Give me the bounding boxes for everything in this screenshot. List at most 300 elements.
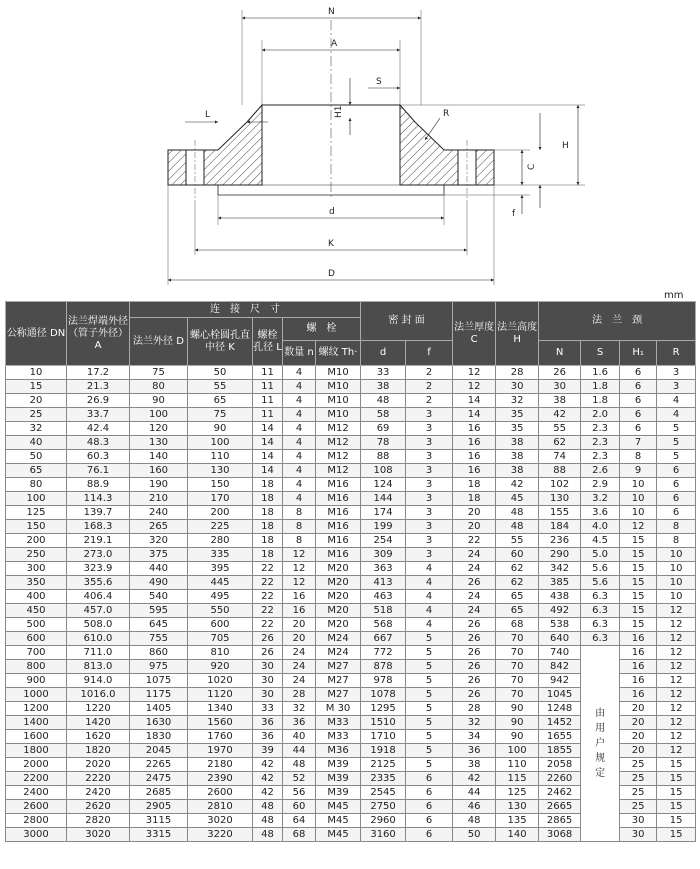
table-cell: 3 xyxy=(406,478,453,492)
table-cell: 8 xyxy=(283,520,316,534)
header-c: 法兰厚度 C xyxy=(453,302,496,366)
header-connection: 连 接 尺 寸 xyxy=(130,302,361,318)
table-cell: 114.3 xyxy=(67,492,130,506)
table-cell: 440 xyxy=(130,562,188,576)
table-cell: 21.3 xyxy=(67,380,130,394)
table-cell: 150 xyxy=(188,478,253,492)
table-cell: 400 xyxy=(6,590,67,604)
table-cell: 300 xyxy=(6,562,67,576)
table-cell: 30 xyxy=(620,814,657,828)
table-cell: 4 xyxy=(657,394,696,408)
table-cell: 65 xyxy=(6,464,67,478)
table-row xyxy=(6,478,696,492)
table-cell: 595 xyxy=(130,604,188,618)
table-cell: 70 xyxy=(496,646,539,660)
table-cell: 64 xyxy=(283,814,316,828)
table-cell: M24 xyxy=(316,646,361,660)
table-cell: 2.3 xyxy=(581,436,620,450)
table-cell: 25 xyxy=(6,408,67,422)
header-k: 螺心栓圆孔直中径 K xyxy=(188,318,253,366)
table-cell: 2 xyxy=(406,380,453,394)
table-cell: 492 xyxy=(539,604,581,618)
table-cell: 10 xyxy=(657,576,696,590)
table-cell: 2420 xyxy=(67,786,130,800)
table-cell: 8 xyxy=(283,534,316,548)
table-cell: 6 xyxy=(620,394,657,408)
table-cell: 16 xyxy=(620,646,657,660)
table-cell: 406.4 xyxy=(67,590,130,604)
table-cell: 90 xyxy=(496,730,539,744)
table-cell: 2200 xyxy=(6,772,67,786)
table-cell: 800 xyxy=(6,660,67,674)
table-cell: 26 xyxy=(453,618,496,632)
table-cell: M33 xyxy=(316,730,361,744)
table-cell: 155 xyxy=(539,506,581,520)
table-cell: 3 xyxy=(657,366,696,380)
table-cell: 12 xyxy=(453,366,496,380)
table-cell: M12 xyxy=(316,436,361,450)
table-cell: 508.0 xyxy=(67,618,130,632)
table-cell: 5 xyxy=(406,702,453,716)
table-cell: 36 xyxy=(253,716,283,730)
table-cell: 755 xyxy=(130,632,188,646)
table-cell: 16 xyxy=(620,660,657,674)
table-cell: 26 xyxy=(253,646,283,660)
table-cell: 5.6 xyxy=(581,562,620,576)
table-cell: 6 xyxy=(657,478,696,492)
table-cell: 1600 xyxy=(6,730,67,744)
table-cell: 2620 xyxy=(67,800,130,814)
table-cell: 2400 xyxy=(6,786,67,800)
table-row xyxy=(6,632,696,646)
table-cell: 33.7 xyxy=(67,408,130,422)
table-cell: 24 xyxy=(453,590,496,604)
table-cell: 130 xyxy=(539,492,581,506)
table-cell: 22 xyxy=(253,562,283,576)
table-cell: 130 xyxy=(188,464,253,478)
table-cell: 24 xyxy=(453,548,496,562)
table-cell: 920 xyxy=(188,660,253,674)
table-cell: 25 xyxy=(620,772,657,786)
header-d-outer: 法兰外径 D xyxy=(130,318,188,366)
table-cell: 70 xyxy=(496,674,539,688)
user-defined-note xyxy=(581,646,620,842)
table-cell: 2000 xyxy=(6,758,67,772)
table-cell: 12 xyxy=(453,380,496,394)
table-cell: 2475 xyxy=(130,772,188,786)
header-neck-n: N xyxy=(539,341,581,366)
table-cell: 3 xyxy=(406,520,453,534)
table-cell: 69 xyxy=(361,422,406,436)
label-N: N xyxy=(328,7,335,17)
table-cell: 1855 xyxy=(539,744,581,758)
table-cell: 6 xyxy=(657,492,696,506)
table-cell: 76.1 xyxy=(67,464,130,478)
table-cell: 290 xyxy=(539,548,581,562)
table-cell: 240 xyxy=(130,506,188,520)
table-cell: 5 xyxy=(657,422,696,436)
table-cell: 3 xyxy=(406,422,453,436)
header-seal-d: d xyxy=(361,341,406,366)
table-cell: 3160 xyxy=(361,828,406,842)
table-cell: 70 xyxy=(496,688,539,702)
table-cell: M10 xyxy=(316,366,361,380)
table-cell: 1248 xyxy=(539,702,581,716)
table-cell: 4 xyxy=(283,394,316,408)
table-cell: 90 xyxy=(496,702,539,716)
table-cell: 15 xyxy=(657,814,696,828)
table-cell: 80 xyxy=(6,478,67,492)
table-cell: 1970 xyxy=(188,744,253,758)
table-cell: 12 xyxy=(657,716,696,730)
table-cell: 2665 xyxy=(539,800,581,814)
table-cell: 538 xyxy=(539,618,581,632)
table-cell: 842 xyxy=(539,660,581,674)
table-cell: 5 xyxy=(657,436,696,450)
table-cell: 600 xyxy=(6,632,67,646)
table-cell: 1630 xyxy=(130,716,188,730)
table-cell: 4.0 xyxy=(581,520,620,534)
table-cell: 26 xyxy=(453,576,496,590)
table-cell: 60 xyxy=(496,548,539,562)
table-cell: 810 xyxy=(188,646,253,660)
table-cell: 15 xyxy=(657,828,696,842)
table-cell: 490 xyxy=(130,576,188,590)
table-cell: 2820 xyxy=(67,814,130,828)
table-cell: 125 xyxy=(6,506,67,520)
table-cell: 1020 xyxy=(188,674,253,688)
table-cell: 210 xyxy=(130,492,188,506)
table-cell: M20 xyxy=(316,576,361,590)
table-cell: 4.5 xyxy=(581,534,620,548)
table-row xyxy=(6,576,696,590)
table-cell: 130 xyxy=(130,436,188,450)
table-cell: M20 xyxy=(316,590,361,604)
table-cell: M20 xyxy=(316,562,361,576)
table-cell: 1420 xyxy=(67,716,130,730)
table-cell: 74 xyxy=(539,450,581,464)
table-cell: 16 xyxy=(283,590,316,604)
table-cell: 65 xyxy=(496,604,539,618)
label-R: R xyxy=(443,109,450,119)
table-cell: 385 xyxy=(539,576,581,590)
unit-label: mm xyxy=(664,290,684,301)
table-cell: M16 xyxy=(316,520,361,534)
table-cell: 12 xyxy=(657,632,696,646)
table-cell: 1655 xyxy=(539,730,581,744)
table-cell: 2.3 xyxy=(581,422,620,436)
table-cell: 20 xyxy=(620,744,657,758)
table-cell: 15 xyxy=(620,618,657,632)
table-cell: 50 xyxy=(453,828,496,842)
table-cell: 36 xyxy=(283,716,316,730)
table-cell: 90 xyxy=(496,716,539,730)
header-h: 法兰高度 H xyxy=(496,302,539,366)
table-cell: 3 xyxy=(406,548,453,562)
table-cell: 610.0 xyxy=(67,632,130,646)
table-cell: 2545 xyxy=(361,786,406,800)
table-cell: 1620 xyxy=(67,730,130,744)
table-cell: M27 xyxy=(316,660,361,674)
table-cell: 200 xyxy=(6,534,67,548)
table-cell: 38 xyxy=(496,464,539,478)
label-H1: H1 xyxy=(334,105,344,118)
table-cell: 3115 xyxy=(130,814,188,828)
table-cell: 5 xyxy=(657,450,696,464)
table-cell: 124 xyxy=(361,478,406,492)
table-cell: 540 xyxy=(130,590,188,604)
table-cell: 3 xyxy=(406,464,453,478)
table-cell: 33 xyxy=(361,366,406,380)
table-cell: 280 xyxy=(188,534,253,548)
table-cell: 2.6 xyxy=(581,464,620,478)
table-cell: 30 xyxy=(539,380,581,394)
table-cell: 120 xyxy=(130,422,188,436)
table-row xyxy=(6,422,696,436)
table-cell: 70 xyxy=(496,660,539,674)
label-A: A xyxy=(331,39,338,49)
table-cell: 42 xyxy=(253,786,283,800)
table-cell: 190 xyxy=(130,478,188,492)
table-cell: 2390 xyxy=(188,772,253,786)
table-cell: 568 xyxy=(361,618,406,632)
table-row xyxy=(6,562,696,576)
table-cell: 62 xyxy=(539,436,581,450)
table-cell: M20 xyxy=(316,618,361,632)
table-cell: 199 xyxy=(361,520,406,534)
table-row xyxy=(6,604,696,618)
table-cell: 2905 xyxy=(130,800,188,814)
table-cell: 110 xyxy=(188,450,253,464)
table-cell: 50 xyxy=(188,366,253,380)
table-cell: 88 xyxy=(361,450,406,464)
table-cell: 48 xyxy=(496,520,539,534)
table-cell: 150 xyxy=(6,520,67,534)
table-cell: 878 xyxy=(361,660,406,674)
table-cell: 10 xyxy=(620,478,657,492)
header-neck-h1: H₁ xyxy=(620,341,657,366)
table-cell: 1200 xyxy=(6,702,67,716)
table-cell: 1.8 xyxy=(581,380,620,394)
table-cell: 5 xyxy=(406,646,453,660)
table-cell: M16 xyxy=(316,548,361,562)
table-cell: 88.9 xyxy=(67,478,130,492)
table-cell: 28 xyxy=(496,366,539,380)
table-row xyxy=(6,408,696,422)
table-cell: 6 xyxy=(406,814,453,828)
table-cell: 30 xyxy=(496,380,539,394)
table-cell: 500 xyxy=(6,618,67,632)
table-cell: 78 xyxy=(361,436,406,450)
table-cell: 705 xyxy=(188,632,253,646)
table-cell: 65 xyxy=(188,394,253,408)
table-cell: 363 xyxy=(361,562,406,576)
table-cell: 8 xyxy=(657,520,696,534)
table-cell: 88 xyxy=(539,464,581,478)
table-cell: M16 xyxy=(316,492,361,506)
table-cell: 30 xyxy=(253,674,283,688)
table-cell: 42 xyxy=(253,772,283,786)
table-cell: 75 xyxy=(130,366,188,380)
table-cell: 4 xyxy=(283,380,316,394)
table-cell: 15 xyxy=(657,772,696,786)
table-cell: 1400 xyxy=(6,716,67,730)
table-cell: M10 xyxy=(316,394,361,408)
table-cell: 6 xyxy=(620,408,657,422)
table-cell: M12 xyxy=(316,422,361,436)
table-cell: 30 xyxy=(253,660,283,674)
table-cell: 24 xyxy=(453,562,496,576)
header-th: 螺纹 Th· xyxy=(316,341,361,366)
table-cell: 8 xyxy=(283,506,316,520)
table-cell: 15 xyxy=(6,380,67,394)
table-cell: 48 xyxy=(283,758,316,772)
table-cell: 11 xyxy=(253,408,283,422)
table-cell: 6.3 xyxy=(581,590,620,604)
table-cell: 1452 xyxy=(539,716,581,730)
table-cell: 140 xyxy=(130,450,188,464)
table-cell: 48 xyxy=(253,800,283,814)
table-cell: M33 xyxy=(316,716,361,730)
table-cell: 34 xyxy=(453,730,496,744)
table-cell: 80 xyxy=(130,380,188,394)
table-cell: 2 xyxy=(406,366,453,380)
table-cell: 5 xyxy=(406,758,453,772)
table-cell: 1760 xyxy=(188,730,253,744)
table-cell: 2220 xyxy=(67,772,130,786)
table-cell: 1918 xyxy=(361,744,406,758)
table-row xyxy=(6,506,696,520)
table-cell: 12 xyxy=(657,674,696,688)
table-cell: 14 xyxy=(253,464,283,478)
table-cell: 46 xyxy=(453,800,496,814)
table-cell: 15 xyxy=(620,548,657,562)
table-cell: 6.3 xyxy=(581,604,620,618)
table-cell: 42 xyxy=(453,772,496,786)
table-cell: 28 xyxy=(283,688,316,702)
table-cell: 700 xyxy=(6,646,67,660)
table-cell: 5.0 xyxy=(581,548,620,562)
table-cell: 2750 xyxy=(361,800,406,814)
table-cell: 3000 xyxy=(6,828,67,842)
table-cell: 395 xyxy=(188,562,253,576)
table-cell: 3.2 xyxy=(581,492,620,506)
table-cell: 4 xyxy=(283,492,316,506)
table-cell: 20 xyxy=(283,632,316,646)
table-cell: M20 xyxy=(316,604,361,618)
header-dn: 公称通径 DN xyxy=(6,302,67,366)
table-cell: 2865 xyxy=(539,814,581,828)
table-cell: 2 xyxy=(406,394,453,408)
table-row xyxy=(6,492,696,506)
table-cell: 1800 xyxy=(6,744,67,758)
table-cell: 900 xyxy=(6,674,67,688)
table-cell: 10 xyxy=(657,562,696,576)
table-cell: 20 xyxy=(6,394,67,408)
table-cell: 7 xyxy=(620,436,657,450)
table-cell: 100 xyxy=(130,408,188,422)
table-cell: M 30 xyxy=(316,702,361,716)
table-cell: 15 xyxy=(620,534,657,548)
table-cell: 26 xyxy=(539,366,581,380)
table-cell: 2125 xyxy=(361,758,406,772)
table-cell: 4 xyxy=(406,562,453,576)
table-cell: 48 xyxy=(361,394,406,408)
table-cell: 772 xyxy=(361,646,406,660)
table-cell: M27 xyxy=(316,674,361,688)
table-cell: 813.0 xyxy=(67,660,130,674)
table-cell: 18 xyxy=(253,548,283,562)
table-cell: 495 xyxy=(188,590,253,604)
table-cell: 1016.0 xyxy=(67,688,130,702)
table-cell: 140 xyxy=(496,828,539,842)
table-cell: 5 xyxy=(406,744,453,758)
table-cell: 1175 xyxy=(130,688,188,702)
table-cell: 36 xyxy=(453,744,496,758)
table-cell: 4 xyxy=(283,464,316,478)
table-row xyxy=(6,548,696,562)
table-cell: 16 xyxy=(453,422,496,436)
table-cell: 14 xyxy=(453,408,496,422)
table-cell: 1075 xyxy=(130,674,188,688)
label-K: K xyxy=(328,239,334,249)
table-cell: 3068 xyxy=(539,828,581,842)
table-cell: 2045 xyxy=(130,744,188,758)
table-cell: 3 xyxy=(406,506,453,520)
table-cell: 24 xyxy=(283,660,316,674)
table-cell: 12 xyxy=(283,548,316,562)
table-cell: 236 xyxy=(539,534,581,548)
table-cell: 48.3 xyxy=(67,436,130,450)
table-cell: 4 xyxy=(657,408,696,422)
table-cell: 1510 xyxy=(361,716,406,730)
table-cell: 6 xyxy=(406,786,453,800)
table-cell: M10 xyxy=(316,380,361,394)
table-cell: 38 xyxy=(361,380,406,394)
table-cell: 1830 xyxy=(130,730,188,744)
table-cell: 10 xyxy=(657,548,696,562)
table-cell: 35 xyxy=(496,422,539,436)
table-cell: M45 xyxy=(316,828,361,842)
table-cell: 438 xyxy=(539,590,581,604)
table-cell: 1710 xyxy=(361,730,406,744)
table-cell: M27 xyxy=(316,688,361,702)
table-cell: 14 xyxy=(453,394,496,408)
table-cell: 26 xyxy=(453,688,496,702)
label-d: d xyxy=(329,207,335,217)
header-neck-s: S xyxy=(581,341,620,366)
table-cell: M16 xyxy=(316,534,361,548)
table-cell: M39 xyxy=(316,772,361,786)
table-cell: 10 xyxy=(620,492,657,506)
table-cell: 4 xyxy=(406,604,453,618)
table-cell: 17.2 xyxy=(67,366,130,380)
table-row xyxy=(6,450,696,464)
table-cell: 144 xyxy=(361,492,406,506)
flange-drawing xyxy=(0,0,700,300)
table-cell: 6 xyxy=(657,464,696,478)
table-cell: 15 xyxy=(620,562,657,576)
table-cell: 16 xyxy=(620,674,657,688)
table-cell: 3 xyxy=(406,408,453,422)
table-cell: 18 xyxy=(453,478,496,492)
table-cell: 20 xyxy=(283,618,316,632)
table-cell: 24 xyxy=(283,646,316,660)
label-C: C xyxy=(527,163,537,170)
table-cell: 5 xyxy=(406,660,453,674)
label-f: f xyxy=(512,209,516,219)
table-cell: 18 xyxy=(253,506,283,520)
